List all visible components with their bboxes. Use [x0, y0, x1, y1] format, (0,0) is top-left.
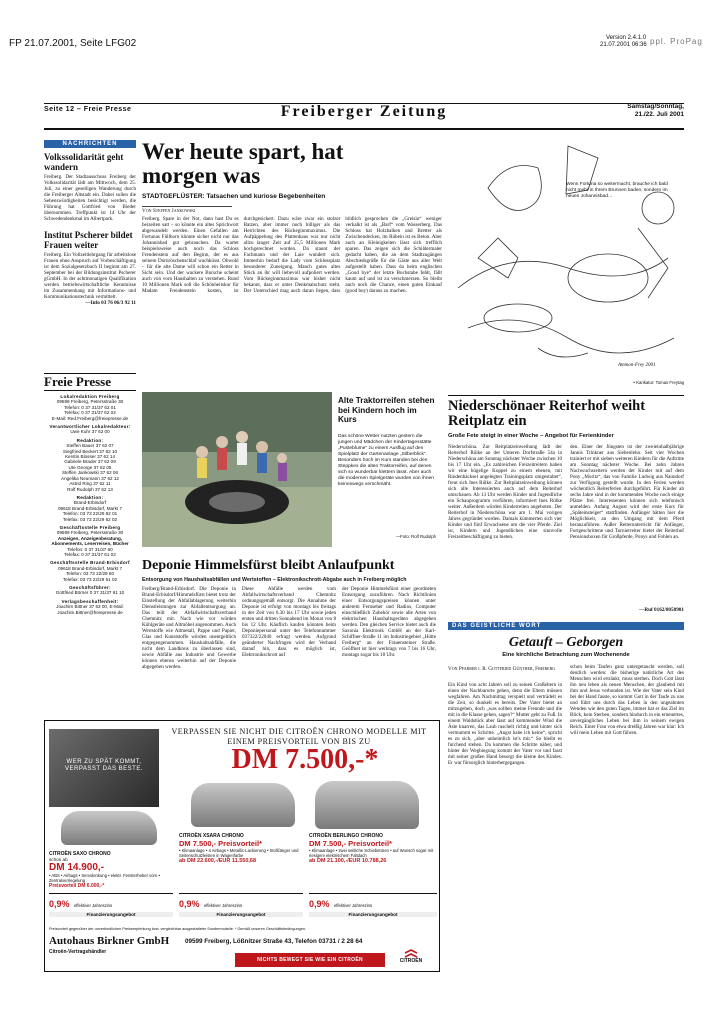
- s3-l2: Kerstin Blosser 37 62 14: [64, 454, 116, 460]
- lead-byline: Von Steffen Jankowski: [142, 206, 232, 214]
- s7-l0: Gottfried Börner 0 37 31/37 61 10: [55, 590, 125, 596]
- reiterhof-col1: Niederschöna. Zur Reitplatzeinweihung lädt der Reiterhof Rülke an der Unteren Dorfstraße 54a in Niederschöna am Sonntag nächster Woche zwischen 10 bis 17 Uhr ein. „Es zahlreichen Freizeitreitern haben wir eine hügelige Koppel zu einem ebenen, mit Rindenhäcksel angelegten Trainingsplatz umgestaltet“, freut sich Ines Rülke. Zur Reitplatzeinweihung können sich alle Interessierten auch auf dem Reiterhof umschauen. Ab 13 Uhr werden Kinder und Jugendliche ein Schauprogramm vorführen, informiert Ines Rülke weiter. Außerdem würden Kinderreiten angeboten. Der Reiterhof in Niederschöna war am 1. Mai vorigen Jahres gegründet worden. Damals kümmerten sich vier Kinder und fünf Erwachsene um die vier Pferde. Ziel ist, Kindern und Jugendlichen eine sinnvolle Freizeitbeschäftigung zu bieten.: [448, 444, 562, 540]
- reiterhof-info: —Ruf 0162/8050901: [639, 607, 684, 613]
- s8-head: Verlagsbeschaffenheit:: [61, 598, 119, 604]
- ad-dealer: Autohaus Birkner GmbH: [49, 935, 170, 947]
- cartoon-credit: • Karikatur: Tomas Freytag: [633, 380, 684, 385]
- model-2-name: CITROËN BERLINGO CHRONO: [309, 833, 383, 839]
- model-0-price: DM 14.900,-: [49, 862, 105, 873]
- ad-top-text: VERPASSEN SIE NICHT DIE CITROËN CHRONO MODELLE MIT EINEM PREISVORTEIL VON BIS ZU: [171, 727, 427, 746]
- geistliche-subtitle: Eine kirchliche Betrachtung zum Wochenende: [502, 652, 630, 658]
- citroen-brand: CITROËN: [399, 958, 423, 964]
- photo-headline: Alte Traktorreifen stehen bei Kindern hoch im Kurs: [338, 396, 435, 424]
- model-2-advantage: ab DM 21.100,-/EUR 10.788,26: [309, 858, 387, 864]
- s3-l5: Steffen Jankowski 37 62 06: [61, 470, 119, 476]
- deponie-col3: der Deponie Himmelsfürst einer geordneten Entsorgung zuzuführen. Nach Richtlinien einer Entsorgungspreisen können unter anderem Fernseher und Radios, Computer einschließlich Zubehör sowie alle Arten von elektrischen Haushaltsgeräten abgegeben werden. Den gleichen Service bietet auch die Saxonia Elektronik GmbH an der Karl-Schiffner-Straße 11 im Industriegebiet „Hütte Freiberg“ an der Frauensteiner Straße. Geöffnet ist hier werktags von 7 bis 16 Uhr, montags sogar bis 18 Uhr.: [342, 586, 436, 658]
- deponie-story: [142, 558, 436, 668]
- freie-presse-logo: Freie Presse: [44, 374, 136, 391]
- model-0: [49, 851, 173, 889]
- item1-title: Volkssolidarität geht wandern: [44, 152, 124, 172]
- photo-story: [142, 392, 436, 552]
- page-label: Seite 12 – Freie Presse: [44, 106, 132, 113]
- reiterhof-col2: den. Einer der Jüngsten ist der zweieinhalbjährige Jannis Trinkner aus Siebenlehn. Seit vier Wochen trainiert er mit sieben weiteren Kindern für die Auftritte am Sonntag nächster Woche. Bei zehn Jahren Nachwuchsreitern werden der Kinder mit auf dem Pony „Moritz“, das von Familie Ludwig aus Naundorf zur Verfügung gestellt wurde. In den Ferien werden wöchentlich Reiterferien durchgeführt. Für Kinder ab sechs Jahre sind in der kommenden Woche noch einige Plätze frei. Interessenten können sich telefonisch anmelden. Anfang August wird der erste Kurs für „Späteinsteiger“ stattfinden. Anfänger hätten hier die Möglichkeit, an den Umgang mit dem Pferd heranzuführen. Außer Reiterunterricht für Anfänger, Fortgeschrittene und Turnierreiter bietet der Reiterhof Pensionsboxen für Großpferde, Ponys und Fohlen an.: [570, 444, 684, 540]
- model-2-price: DM 7.500,- Preisvorteil*: [309, 839, 392, 848]
- date-line-2: 21./22. Juli 2001: [634, 111, 684, 118]
- lead-subhead: STADTGEFLÜSTER: Tatsachen und kuriose Begebenheiten: [142, 193, 326, 200]
- geistliche-header: DAS GEISTLICHE WORT: [448, 622, 684, 630]
- lead-headline: Wer heute spart, hat morgen was: [142, 139, 344, 188]
- citroen-ad: [44, 720, 440, 972]
- model-1: [179, 833, 303, 864]
- s5-head: Geschäftsstelle Freiberg: [59, 524, 121, 530]
- model-0-features: • ABS • Airbags • Servolenkung • elektr. Fensterheber vorn • Zentralverriegelung: [49, 873, 160, 883]
- ad-big-price: DM 7.500,-*: [231, 744, 379, 775]
- newspaper-title: Freiberger Zeitung: [280, 103, 448, 120]
- date-line-1: Samstag/Sonntag,: [627, 103, 684, 110]
- ad-address: 09599 Freiberg, Lößnitzer Straße 43, Telefon 03731 / 2 28 64: [185, 938, 363, 945]
- item2-info: —Info 03 76 06/3 92 11: [85, 300, 136, 306]
- ad-fineprint: Preisvorteil gegenüber der unverbindlichen Preisempfehlung bzw. vergleichbar ausgestatteter Sondermodelle. * Gemäß unseren Geschäftsbedingungen.: [49, 927, 307, 931]
- rate-0: [49, 893, 173, 917]
- car-xsara: [191, 783, 295, 827]
- s4-l1: 09618 Brand-Erbisdorf, Markt 7: [57, 505, 123, 511]
- user-label: ppl. ProPag: [650, 37, 703, 46]
- ad-photo: [49, 729, 159, 807]
- reiterhof-subhead: Große Fete steigt in einer Woche – Angebot für Ferienkinder: [448, 433, 614, 439]
- lead-story: [142, 140, 442, 390]
- s3-l4: Ute George 37 62 05: [68, 464, 112, 470]
- s7-head: Geschäftsführer:: [69, 585, 111, 590]
- s6-l1: Telefon: 03 73 22/29 60: [65, 571, 115, 577]
- s3-l1: Siegfried Beckert 37 62 10: [62, 448, 118, 454]
- model-0-name: CITROËN SAXO CHRONO: [49, 851, 111, 857]
- s6-l2: Telefax: 03 73 22/29 61 02: [62, 576, 118, 582]
- double-chevron-icon: [404, 949, 418, 958]
- rate-1-value: 0,9%: [179, 899, 200, 909]
- model-1-price: DM 7.500,- Preisvorteil*: [179, 839, 262, 848]
- geistliche-col2: schon beim Taufen ganz untergetaucht werden, soll deutlich werden: die bisherige natürliche Art des Menschen wird ertränkt, muss sterben. Doch Gott lässt ihn neu leben als neuen Menschen, der glaubend mit ihm und Jesus verbunden ist. Wie der Vater sein Kind bei der Hand fasste, so kommt Gott in der Taufe zu uns und führt uns durch das Leben in den ungeahnten Wenden wie den guten Tagen, immer hat er das Ziel im Blick, kein Sterben, sondern hindurch in ein erneuertes, unvergängliches Leben bei ihm in seinem ewigen Reich. Einer Frau von etwa dreißig Jahren war klar: Ich will mein Leben mit Gott führen.: [570, 664, 684, 736]
- car-berlingo: [315, 781, 419, 829]
- nachrichten-header: NACHRICHTEN: [44, 140, 136, 148]
- deponie-headline: Deponie Himmelsfürst bleibt Anlaufpunkt: [142, 558, 395, 573]
- cartoon-drawing: [448, 138, 684, 378]
- geistliche-box: [448, 622, 684, 967]
- rate-2-finance: Finanzierungsangebot: [309, 912, 437, 917]
- s3-l3: Gabriele Brader 37 62 09: [64, 459, 116, 465]
- model-2-features: • Klimaanlage • zwei seitliche Schiebetüren • auf Wunsch sogar mit riesigem elektrischem Faltdach: [309, 848, 434, 858]
- reiterhof-story: [448, 395, 684, 617]
- s3-head: Redaktion:: [76, 437, 104, 443]
- impressum-box: [44, 373, 136, 718]
- reiterhof-headline: Niederschönaer Reiterhof weiht Reitplatz ein: [448, 398, 646, 429]
- rate-1-finance: Finanzierungsangebot: [179, 912, 303, 917]
- s2-head: Verantwortlicher Lokalredakteur:: [49, 424, 131, 430]
- s4-l3: Telefax: 03 73 22/29 62 02: [62, 516, 118, 522]
- rate-2-label: effektiver Jahreszins: [333, 903, 373, 908]
- cartoon: [448, 138, 684, 390]
- masthead: [44, 103, 684, 131]
- rate-2-value: 0,9%: [309, 899, 330, 909]
- s4-l2: Telefon: 03 73 22/29 62 01: [62, 511, 118, 517]
- s1-l1: Telefon: 0 37 31/37 62 01: [64, 404, 116, 410]
- s5-l1: Anzeigen, Anzeigenberatung,: [57, 535, 123, 541]
- item1-body: Freiberg. Der Stadtausschuss Freiberg der Volkssolidarität lädt am Mittwoch, dem 25. Juli, zu einer geselligen Wanderung durch die Freiberger Altstadt ein. Dabei sollen die Sehenswürdigkeiten besichtigt werden, die Führung hat Gottfried von Bieder übernommen. Treffpunkt ist 14 Uhr der Schwedendenkmal im Albertpark.: [44, 174, 136, 222]
- version-date: 21.07.2001 06:36: [600, 42, 647, 48]
- s5-l3: Telefon: 0 37 31/37 60: [67, 546, 113, 552]
- s3-l8: Rolf Rudolph 37 62 13: [67, 486, 113, 492]
- rate-2: [309, 893, 437, 917]
- s1-l3: E-Mail: Red.Freiberg@freiepresse.de: [51, 415, 129, 421]
- s6-head: Geschäftsstelle Brand-Erbisdorf: [50, 560, 130, 566]
- s8-l1: Joachim.Bittner@freiepresse.de: [57, 609, 123, 615]
- s1-l0: 09599 Freiberg, Petersstraße 30: [56, 399, 124, 405]
- model-0-advantage: Preisvorteil DM 6.000,-*: [49, 883, 105, 889]
- page-id: FP 21.07.2001, Seite LFG02: [9, 38, 137, 49]
- model-1-features: • Klimaanlage • 4 Airbags • Metallic-Lackierung • Stoßfänger und Seitenschutzleisten in Wagenfarbe: [179, 848, 299, 858]
- masthead-bottom-rule: [44, 128, 684, 130]
- model-1-name: CITROËN XSARA CHRONO: [179, 833, 244, 839]
- ad-photo-text: WER ZU SPÄT KOMMT, VERPASST DAS BESTE.: [65, 759, 143, 772]
- ad-slogan-bar: [235, 953, 385, 967]
- item2-body: Freiberg. Ein Vollzeitlehrgang für arbeitslose Frauen ohne Anspruch auf Vorbeschäftigung ist dem Sozialgesetzbuch II beginnt am 27. September bei der Bildungsinstitut Pscherer gGmbH. In der achtmonatigen Qualifikation werden betriebswirtschaftliche Kenntnisse im Zusammenhang mit Informations- und Kommunikationstechnik vermittelt.: [44, 252, 136, 300]
- photo-body: Das schöne Wetter nutzten gestern die jungen und Mädchen der Kindertagesstätte „Pusteblume“ zu einem Ausflug auf den Spielplatz der Gartenanlage „Silberblick“. Besonders hoch im Kurs standen bei den Steppkes die alten Traktorreifen, auf denen sich so wunderbar klettern lässt. Aber auch die modernen Spielgeräte wurden von ihnen keineswegs verschmäht.: [338, 434, 434, 487]
- geistliche-col1: Ein Kind von acht Jahren soll zu seinen Großeltern in einen der Nachbarorte gehen, denn die Eltern müssen wegfahren. Am Nachmittag verspielt und verträdelt es die Zeit, so dunkelt es bereits. Der Vater bietet an mitzugehen, doch „was sollten meine Freunde und die mit in die Klasse gehen, sagen?“ Mutter geht zu Fuß. In einem Waldstück aber lässt auf kommender Wind die Äste knarren, das Laub raschelt richtig und hinter sich vermummt es Schritte. „Angst habe ich keine“, spricht es zu sich, „aber unheimlich ist's mir.“ So bleibt es furchend stehen. Da kommen die Schritte näher, und hinter der Wegbiegung kommt der Vater vor und fasst mit seiner großen Hand besorgt die kleine des Kindes. Er war fürsorglich hinterhergegangen.: [448, 682, 562, 766]
- s5-l2: Abonnements, Leserreisen, Bücher: [51, 541, 129, 547]
- model-2: [309, 833, 437, 864]
- rate-1-label: effektiver Jahreszins: [203, 903, 243, 908]
- nachrichten-box: [44, 140, 136, 365]
- kids-photo: [142, 392, 332, 547]
- model-0-from: schon ab: [49, 857, 68, 862]
- s2-l0: Uwe Kuhr 37 62 00: [70, 429, 110, 435]
- deponie-subhead: Entsorgung von Haushaltsabfällen und Wertstoffen – Elektronikschrott-Abgabe auch in Freiberg möglich: [142, 577, 407, 583]
- geistliche-title: Getauft – Geborgen: [508, 635, 624, 650]
- geistliche-byline: Von Pfarrer i. R. Gottfried Günther, Freiberg: [448, 666, 556, 672]
- top-bar: [0, 0, 725, 50]
- s6-l0: 09618 Brand-Erbisdorf, Markt 7: [57, 565, 123, 571]
- deponie-col1: Freiberg/Brand-Erbisdorf. Die Deponie in Brand-Erbisdorf/Himmelsfürst bietet trotz der Einstellung der Abfallablagerung weiterhin Dienstleistungen zur Abfallentsorgung an. Das teilt der Abfallwirtschaftsverband Chemnitz mit. Nach wie vor würden Kühlgeräte und Altmöbel angenommen. Auch Wertstoffe wie Altmetall, Pappe und Papier, Glas und Kunststoffe würden unentgeltlich entgegengenommen. Haushaltsabfälle, die nicht dem Landkreis zu überlassen sind, sowie Abfälle aus Industrie und Gewerbe können ebenso weiterhin auf der Deponie abgegeben werden.: [142, 586, 236, 670]
- car-saxo: [61, 811, 157, 845]
- s3-l7: Astrid Ring 37 62 11: [69, 481, 111, 487]
- s5-l4: Telefax: 0 37 31/37 61 02: [64, 551, 116, 557]
- item2-title: Institut Pscherer bildet Frauen weiter: [44, 230, 133, 250]
- s3-l6: Angelika Neumann 37 62 12: [61, 475, 119, 481]
- ad-dealer-sub: Citroën-Vertragshändler: [49, 949, 107, 955]
- s4-l0: Brand-Erbisdorf: [73, 500, 107, 506]
- version-label: Version 2.4.1.0: [606, 35, 647, 41]
- rate-1: [179, 893, 303, 917]
- rate-0-finance: Finanzierungsangebot: [49, 912, 173, 917]
- rate-0-label: effektiver Jahreszins: [73, 903, 113, 908]
- lead-body: Freiberg. Spare in der Not, dann hast Du es beizeiten satt – so könnte ein altes Sprichwort abgewandelt werden. Einen Gefallen am Fortunas Füllhorn könnte sicher nicht nur das Johannisbad gut gebrauchen. Da wartet beispielsweise auch noch das Schloss Freudenstein auf den Beginn, der es aus seinem Dornröschenschlaf wachküsst. Obwohl – für die alte Dame will schon ein Retter in Sicht sein. Und der wackere Bursche scheint auch von vorn Haushalten zu verstehen. Rund 10 Millionen Mark soll die Schönheitskur für Madam Freudenstein kosten, ist durchgesickert. Dazu wäre zwar ein stolzer Batzen, aber immer noch billiger als das Herrichten des Rückeginnmaximus. Die Aufpäppelung des Plattenbaus war nur nicht allzu langer Zeit auf 25,5 Millionen Mark hochgerechnet worden. Da staunt der Fachmann und der Laie wundert sich. Immerhin bedarf die Lady vom Schlossplatz besonderer Zuneigung. Manch gutes altes Stück an ihr will liebevoll aufpoliert werden. Vom Rückeginnmaximus war bisher nicht bekannt, dass er unter Denkmalschutz steht. Der Unterschied mag auch daran liegen, dass bildlich gesprochen die „Greisin“ weniger verkalkt ist als „Barf“ vom Wasserberg. Das Schloss hat Holzbalken und Bretter als Zwischendecken, im Rübein ist es Beton. Aber auch an Kleinigkeiten lässt sich trefflich sparen. Das zeigen sich die Schildermaler gedacht haben, die an dem Stadtzugängen Abschiedsgrüße für die Gäste aus aller Welt aufgestellt haben. Dass da beim englischen „Good bye“ der letzte Buchstabe fehlt, fällt kaum auf und ist zu verschmerzen. So bleibt auch noch die Chance, einen guten Einkauf (good buy) daraus zu machen.: [142, 216, 442, 295]
- citroen-logo: [387, 949, 435, 969]
- s3-l0: Steffen Bauer 37 62 07: [66, 443, 114, 449]
- s1-head: Lokalredaktion Freiberg: [60, 394, 120, 399]
- cartoon-speech: Wenn Fortuna so weitermacht, brauche ich bald nicht mehr in Ihrem Brunnen baden, sondern im neuen Johannisbad…: [566, 182, 668, 199]
- s4-head: Redaktion:: [76, 494, 104, 500]
- model-1-advantage: ab DM 22.600,-/EUR 11.550,68: [179, 858, 257, 864]
- s5-l0: 09599 Freiberg, Petersstraße 30: [56, 530, 124, 536]
- ad-slogan: NICHTS BEWEGT SIE WIE EIN CITROËN: [257, 957, 363, 963]
- s8-l0: Joachim Bittner 37 63 00, E-Mail:: [56, 604, 124, 610]
- s1-l2: Telefax: 0 37 31/37 62 02: [64, 410, 116, 416]
- rate-0-value: 0,9%: [49, 899, 70, 909]
- photo-credit: —Foto: Rolf Rudolph: [395, 534, 436, 539]
- deponie-col2: Diese Abfälle werden vom Abfallwirtschaftsverband Chemnitz ordnungsgemäß entsorgt. Die Annahme der Deponie ist erfolgt von montags bis freitags in der Zeit von 6.30 bis 17 Uhr sowie jeden ersten und dritten Sonnabend im Monat von 8 bis 12 Uhr. Käuflich kaufen könnten beim Deponiepersonal unter der Telefonnummer 037322/22040 erfragt werden. Aufgrund geänderter Nachfragen wird der Verband darauf hin, dass es möglich ist, Elektronikschrott auf: [242, 586, 336, 658]
- cartoon-signature: Ammon-Frey 2001: [618, 363, 656, 368]
